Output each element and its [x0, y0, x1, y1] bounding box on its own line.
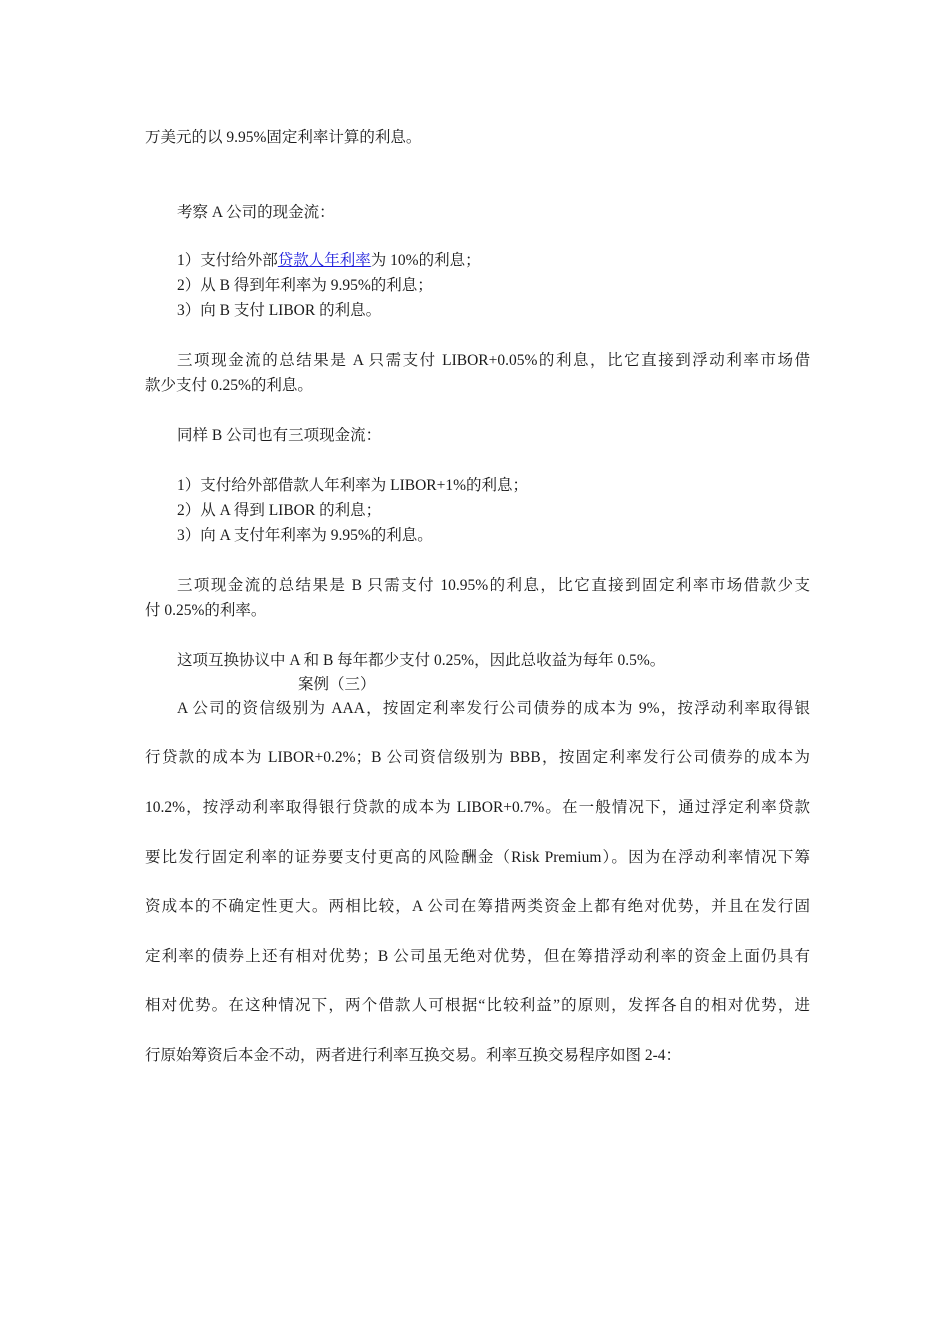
company-b-item-1: 1）支付给外部借款人年利率为 LIBOR+1%的利息；	[177, 477, 529, 494]
case-paragraph-line: 资成本的不确定性更大。两相比较，A 公司在筹措两类资金上都有绝对优势，并且在发行固	[145, 898, 810, 915]
company-a-summary-line-2: 款少支付 0.25%的利息。	[145, 377, 313, 394]
company-a-item-1-prefix: 1）支付给外部	[177, 252, 278, 269]
company-b-summary-line-1: 三项现金流的总结果是 B 只需支付 10.95%的利息，比它直接到固定利率市场借款少支	[177, 577, 810, 594]
company-a-item-2: 2）从 B 得到年利率为 9.95%的利息；	[177, 277, 433, 294]
lender-rate-link[interactable]: 贷款人年利率	[277, 252, 371, 269]
case-paragraph-line: 定利率的债券上还有相对优势；B 公司虽无绝对优势，但在筹措浮动利率的资金上面仍具有	[145, 948, 810, 965]
company-b-item-2: 2）从 A 得到 LIBOR 的利息；	[177, 502, 382, 519]
case-paragraph-line: 10.2%，按浮动利率取得银行贷款的成本为 LIBOR+0.7%。在一般情况下，通过浮定利率贷款	[145, 799, 810, 816]
case-paragraph-line: 行原始筹资后本金不动，两者进行利率互换交易。利率互换交易程序如图 2-4：	[145, 1047, 682, 1064]
company-b-cashflow-heading: 同样 B 公司也有三项现金流：	[177, 427, 382, 444]
company-a-item-1	[177, 251, 810, 271]
company-a-summary-line-1: 三项现金流的总结果是 A 只需支付 LIBOR+0.05%的利息，比它直接到浮动利率市场借	[177, 352, 810, 369]
case-paragraph-line: 行贷款的成本为 LIBOR+0.2%；B 公司资信级别为 BBB，按固定利率发行公司债券的成本为	[145, 749, 810, 766]
company-b-item-3: 3）向 A 支付年利率为 9.95%的利息。	[177, 527, 433, 544]
case-paragraph-line: A 公司的资信级别为 AAA，按固定利率发行公司债券的成本为 9%，按浮动利率取得银	[177, 700, 810, 717]
company-a-cashflow-heading: 考察 A 公司的现金流：	[177, 204, 335, 221]
case-three-title: 案例（三）	[298, 676, 376, 693]
case-paragraph-line: 相对优势。在这种情况下，两个借款人可根据“比较利益”的原则，发挥各自的相对优势，进	[145, 997, 810, 1014]
company-a-item-3: 3）向 B 支付 LIBOR 的利息。	[177, 302, 382, 319]
company-b-summary-line-2: 付 0.25%的利率。	[145, 602, 267, 619]
case-paragraph-line: 要比发行固定利率的证券要支付更高的风险酬金（Risk Premium）。因为在浮动利率情况下筹	[145, 849, 810, 866]
swap-total-benefit: 这项互换协议中 A 和 B 每年都少支付 0.25%，因此总收益为每年 0.5%。	[177, 652, 666, 669]
company-a-item-1-suffix: 为 10%的利息；	[370, 252, 481, 269]
paragraph-interest-end: 万美元的以 9.95%固定利率计算的利息。	[145, 129, 422, 146]
